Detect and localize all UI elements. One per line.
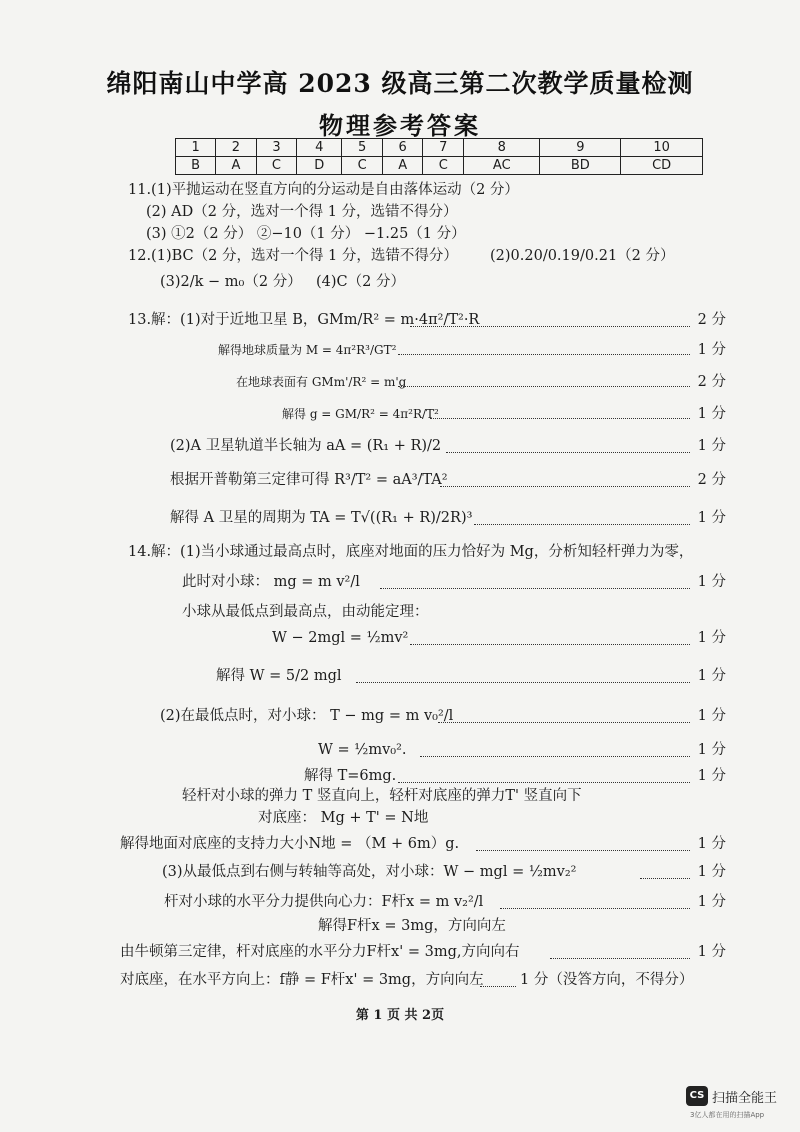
- q13-score-7: 1 分: [697, 510, 726, 526]
- q14-score-16: 1 分（没答方向，不得分）: [520, 972, 694, 988]
- q12-line-1b: (2)0.20/0.19/0.21（2 分）: [490, 248, 675, 264]
- q14-score-13: 1 分: [697, 894, 726, 910]
- q13-score-3: 2 分: [697, 374, 726, 390]
- q14-score-5: 1 分: [697, 668, 726, 684]
- q14-score-4: 1 分: [697, 630, 726, 646]
- leader-dots: [640, 878, 690, 879]
- q12-line-2a: (3)2/k − m₀（2 分）: [160, 274, 302, 290]
- q13-line-3: 在地球表面有 GMm'/R² = m'g: [236, 375, 407, 389]
- answer-cell: BD: [540, 157, 621, 175]
- answer-cell: C: [342, 157, 383, 175]
- q14-line-12: (3)从最低点到右侧与转轴等高处，对小球：W − mgl = ½mv₂²: [162, 864, 577, 880]
- answer-table: [175, 138, 703, 175]
- q13-score-2: 1 分: [697, 342, 726, 358]
- leader-dots: [446, 452, 690, 453]
- leader-dots: [438, 722, 690, 723]
- watermark-tagline: 3亿人都在用的扫描App: [690, 1111, 765, 1119]
- leader-dots: [430, 418, 690, 419]
- q14-line-2: 此时对小球： mg = m v²/l: [182, 574, 360, 590]
- scanner-watermark: [686, 1084, 796, 1124]
- answer-table-number-row: [176, 139, 703, 157]
- q13-score-5: 1 分: [697, 438, 726, 454]
- answer-cell: A: [216, 157, 256, 175]
- q13-line-4: 解得 g = GM/R² = 4π²R/T²: [282, 407, 439, 421]
- answer-cell: A: [383, 157, 423, 175]
- leader-dots: [420, 756, 690, 757]
- document-subtitle: 物理参考答案: [319, 111, 481, 140]
- q14-line-11: 解得地面对底座的支持力大小N地 = （M + 6m）g.: [120, 836, 460, 852]
- q14-score-6: 1 分: [697, 708, 726, 724]
- question-number: 4: [297, 139, 342, 157]
- leader-dots: [476, 850, 690, 851]
- question-number: 6: [383, 139, 423, 157]
- q14-score-8: 1 分: [697, 768, 726, 784]
- leader-dots: [410, 326, 690, 327]
- question-number: 8: [464, 139, 540, 157]
- q12-line-2b: (4)C（2 分）: [316, 274, 405, 290]
- q14-line-14: 解得F杆x = 3mg，方向向左: [318, 918, 506, 934]
- question-number: 9: [540, 139, 621, 157]
- q13-score-1: 2 分: [697, 312, 726, 328]
- question-number: 5: [342, 139, 383, 157]
- page-number: 第 1 页 共 2页: [355, 1008, 445, 1023]
- q14-line-5: 解得 W = 5/2 mgl: [216, 668, 342, 684]
- q13-line-6: 根据开普勒第三定律可得 R³/T² = aA³/TA²: [170, 472, 448, 488]
- leader-dots: [410, 644, 690, 645]
- leader-dots: [356, 682, 690, 683]
- q14-line-6: (2)在最低点时，对小球： T − mg = m v₀²/l: [160, 708, 454, 724]
- question-number: 1: [176, 139, 216, 157]
- leader-dots: [500, 908, 690, 909]
- q11-line-3: (3) ①2（2 分） ②−10（1 分） −1.25（1 分）: [146, 226, 466, 242]
- q12-line-1a: 12.(1)BC（2 分，选对一个得 1 分，选错不得分）: [128, 248, 458, 264]
- q13-score-4: 1 分: [697, 406, 726, 422]
- answer-table-answer-row: [176, 157, 703, 175]
- leader-dots: [398, 386, 690, 387]
- question-number: 10: [621, 139, 703, 157]
- answer-cell: D: [297, 157, 342, 175]
- camscanner-logo-icon: CS: [686, 1086, 708, 1106]
- leader-dots: [440, 486, 690, 487]
- q14-line-3: 小球从最低点到最高点，由动能定理：: [182, 604, 429, 620]
- q13-line-7: 解得 A 卫星的周期为 TA = T√((R₁ + R)/2R)³: [170, 510, 473, 526]
- q14-line-10: 对底座： Mg + T' = N地: [258, 810, 429, 826]
- answer-cell: C: [256, 157, 297, 175]
- q14-score-15: 1 分: [697, 944, 726, 960]
- question-number: 2: [216, 139, 256, 157]
- leader-dots: [550, 958, 690, 959]
- q11-line-2: (2) AD（2 分，选对一个得 1 分，选错不得分）: [146, 204, 458, 220]
- answer-cell: AC: [464, 157, 540, 175]
- q14-line-4: W − 2mgl = ½mv²: [272, 630, 409, 646]
- q14-line-13: 杆对小球的水平分力提供向心力：F杆x = m v₂²/l: [164, 894, 484, 910]
- question-number: 7: [423, 139, 464, 157]
- watermark-name: 扫描全能王: [712, 1091, 778, 1106]
- q13-score-6: 2 分: [697, 472, 726, 488]
- leader-dots: [480, 986, 516, 987]
- q14-score-2: 1 分: [697, 574, 726, 590]
- q14-line-8: 解得 T=6mg.: [304, 768, 397, 784]
- answer-cell: C: [423, 157, 464, 175]
- q13-line-5: (2)A 卫星轨道半长轴为 aA = (R₁ + R)/2: [170, 438, 442, 454]
- q14-line-9: 轻杆对小球的弹力 T 竖直向上，轻杆对底座的弹力T' 竖直向下: [182, 788, 582, 804]
- leader-dots: [398, 354, 690, 355]
- q14-score-12: 1 分: [697, 864, 726, 880]
- q14-line-1: 14.解：(1)当小球通过最高点时，底座对地面的压力恰好为 Mg，分析知轻杆弹力为零，: [128, 544, 694, 560]
- question-number: 3: [256, 139, 297, 157]
- answer-cell: CD: [621, 157, 703, 175]
- q13-line-1: 13.解：(1)对于近地卫星 B，GMm/R² = m·4π²/T²·R: [128, 312, 480, 328]
- q14-line-16: 对底座，在水平方向上：f静 = F杆x' = 3mg，方向向左: [120, 972, 484, 988]
- answer-cell: B: [176, 157, 216, 175]
- leader-dots: [380, 588, 690, 589]
- q13-line-2: 解得地球质量为 M = 4π²R³/GT²: [218, 343, 397, 357]
- q14-score-11: 1 分: [697, 836, 726, 852]
- q14-score-7: 1 分: [697, 742, 726, 758]
- leader-dots: [474, 524, 690, 525]
- q11-line-1: 11.(1)平抛运动在竖直方向的分运动是自由落体运动（2 分）: [128, 182, 519, 198]
- document-title: 绵阳南山中学高 2023 级高三第二次教学质量检测: [106, 69, 694, 98]
- leader-dots: [398, 782, 690, 783]
- q14-line-7: W = ½mv₀².: [318, 742, 407, 758]
- q14-line-15: 由牛顿第三定律，杆对底座的水平分力F杆x' = 3mg,方向向右: [120, 944, 520, 960]
